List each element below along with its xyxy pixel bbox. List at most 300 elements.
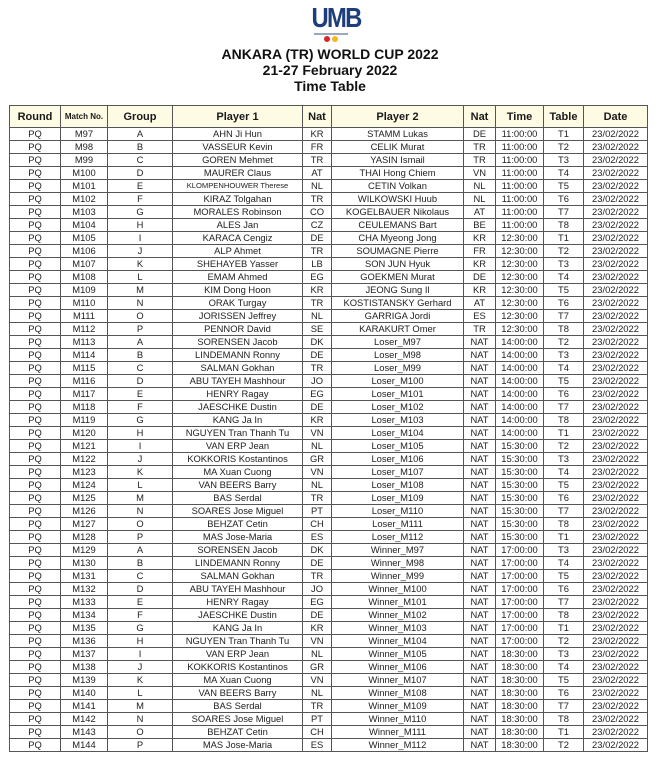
table-row [10,245,648,258]
cell-time: 17:00:00 [496,544,544,557]
table-row [10,518,648,531]
cell-date: 23/02/2022 [584,440,648,453]
cell-player2: Winner_M111 [332,726,464,739]
cell-player1: MAS Jose-Maria [173,739,303,752]
cell-date: 23/02/2022 [584,154,648,167]
cell-date: 23/02/2022 [584,206,648,219]
cell-nat1: ES [303,531,332,544]
cell-date: 23/02/2022 [584,635,648,648]
cell-match-no: M107 [61,258,108,271]
cell-nat1: CH [303,726,332,739]
cell-nat1: VN [303,674,332,687]
table-row [10,661,648,674]
cell-table-no: T2 [544,245,584,258]
cell-time: 11:00:00 [496,219,544,232]
cell-table-no: T5 [544,375,584,388]
cell-player1: ABU TAYEH Mashhour [173,583,303,596]
cell-player1: ALES Jan [173,219,303,232]
cell-table-no: T6 [544,297,584,310]
cell-match-no: M139 [61,674,108,687]
table-row [10,557,648,570]
cell-player1: BAS Serdal [173,700,303,713]
cell-nat2: TR [464,323,496,336]
cell-nat1: TR [303,570,332,583]
cell-player1: ALP Ahmet [173,245,303,258]
cell-player1: NGUYEN Tran Thanh Tu [173,427,303,440]
cell-group: G [108,206,173,219]
cell-date: 23/02/2022 [584,297,648,310]
cell-time: 18:30:00 [496,726,544,739]
cell-date: 23/02/2022 [584,141,648,154]
cell-nat1: DK [303,544,332,557]
cell-nat2: NAT [464,739,496,752]
cell-group: N [108,297,173,310]
cell-table-no: T6 [544,687,584,700]
table-row [10,609,648,622]
cell-player1: KIM Dong Hoon [173,284,303,297]
cell-player2: Winner_M105 [332,648,464,661]
cell-round: PQ [10,687,61,700]
cell-match-no: M102 [61,193,108,206]
cell-round: PQ [10,193,61,206]
cell-player1: KARACA Cengiz [173,232,303,245]
cell-time: 18:30:00 [496,713,544,726]
cell-nat1: CO [303,206,332,219]
cell-group: H [108,219,173,232]
cell-round: PQ [10,466,61,479]
cell-nat2: NAT [464,609,496,622]
cell-round: PQ [10,440,61,453]
cell-date: 23/02/2022 [584,128,648,141]
cell-time: 15:30:00 [496,453,544,466]
cell-date: 23/02/2022 [584,414,648,427]
cell-date: 23/02/2022 [584,219,648,232]
cell-group: M [108,700,173,713]
cell-time: 12:30:00 [496,245,544,258]
cell-group: A [108,336,173,349]
cell-table-no: T7 [544,310,584,323]
cell-nat1: NL [303,687,332,700]
cell-round: PQ [10,414,61,427]
cell-match-no: M110 [61,297,108,310]
table-body [10,128,648,752]
cell-player2: Winner_M110 [332,713,464,726]
cell-table-no: T3 [544,154,584,167]
cell-match-no: M105 [61,232,108,245]
cell-group: J [108,661,173,674]
table-row [10,466,648,479]
table-row [10,388,648,401]
cell-date: 23/02/2022 [584,427,648,440]
cell-group: G [108,414,173,427]
cell-table-no: T3 [544,453,584,466]
cell-time: 12:30:00 [496,297,544,310]
cell-group: C [108,570,173,583]
table-row [10,713,648,726]
cell-table-no: T6 [544,193,584,206]
cell-date: 23/02/2022 [584,479,648,492]
cell-group: B [108,349,173,362]
cell-group: K [108,466,173,479]
cell-nat2: NAT [464,713,496,726]
cell-date: 23/02/2022 [584,323,648,336]
cell-time: 14:00:00 [496,336,544,349]
table-row [10,193,648,206]
cell-date: 23/02/2022 [584,492,648,505]
cell-match-no: M111 [61,310,108,323]
cell-table-no: T2 [544,440,584,453]
cell-player2: SON JUN Hyuk [332,258,464,271]
col-round: Round [10,106,61,128]
cell-table-no: T7 [544,206,584,219]
cell-nat2: NAT [464,700,496,713]
cell-nat1: SE [303,323,332,336]
cell-match-no: M131 [61,570,108,583]
table-row [10,349,648,362]
cell-round: PQ [10,622,61,635]
cell-nat2: VN [464,167,496,180]
cell-nat2: FR [464,245,496,258]
document-header [0,46,660,94]
cell-table-no: T1 [544,531,584,544]
cell-player2: CEULEMANS Bart [332,219,464,232]
table-row [10,635,648,648]
cell-match-no: M114 [61,349,108,362]
logo-dot-red [324,36,330,42]
cell-player2: SOUMAGNE Pierre [332,245,464,258]
cell-date: 23/02/2022 [584,401,648,414]
cell-nat2: BE [464,219,496,232]
cell-nat1: VN [303,635,332,648]
cell-time: 17:00:00 [496,609,544,622]
cell-date: 23/02/2022 [584,258,648,271]
cell-nat2: TR [464,154,496,167]
cell-nat2: TR [464,141,496,154]
cell-group: B [108,557,173,570]
cell-nat2: NAT [464,388,496,401]
cell-table-no: T2 [544,739,584,752]
cell-player1: KANG Ja In [173,622,303,635]
cell-group: C [108,362,173,375]
cell-date: 23/02/2022 [584,648,648,661]
cell-nat1: EG [303,388,332,401]
cell-date: 23/02/2022 [584,336,648,349]
cell-time: 11:00:00 [496,128,544,141]
cell-nat1: TR [303,700,332,713]
cell-match-no: M103 [61,206,108,219]
cell-player2: YASIN Ismail [332,154,464,167]
cell-nat1: KR [303,622,332,635]
cell-group: F [108,401,173,414]
cell-player1: SOARES Jose Miguel [173,505,303,518]
cell-time: 14:00:00 [496,362,544,375]
cell-player1: SALMAN Gokhan [173,570,303,583]
cell-date: 23/02/2022 [584,570,648,583]
cell-group: M [108,492,173,505]
cell-nat1: NL [303,310,332,323]
cell-nat2: AT [464,206,496,219]
cell-player2: Winner_M109 [332,700,464,713]
cell-round: PQ [10,726,61,739]
table-row [10,206,648,219]
cell-time: 17:00:00 [496,635,544,648]
cell-match-no: M136 [61,635,108,648]
cell-round: PQ [10,297,61,310]
cell-nat1: TR [303,297,332,310]
cell-player2: GOEKMEN Murat [332,271,464,284]
cell-time: 18:30:00 [496,687,544,700]
cell-time: 18:30:00 [496,674,544,687]
cell-time: 18:30:00 [496,648,544,661]
cell-date: 23/02/2022 [584,661,648,674]
cell-nat2: NAT [464,635,496,648]
cell-player1: BAS Serdal [173,492,303,505]
cell-time: 15:30:00 [496,466,544,479]
cell-player2: Loser_M97 [332,336,464,349]
table-row [10,128,648,141]
cell-group: E [108,180,173,193]
cell-nat2: DE [464,128,496,141]
cell-nat1: TR [303,245,332,258]
cell-round: PQ [10,661,61,674]
cell-time: 17:00:00 [496,622,544,635]
cell-nat1: DE [303,557,332,570]
cell-nat1: DE [303,401,332,414]
cell-table-no: T5 [544,479,584,492]
cell-nat2: DE [464,271,496,284]
table-row [10,570,648,583]
cell-player2: Winner_M104 [332,635,464,648]
cell-group: O [108,726,173,739]
cell-group: L [108,271,173,284]
cell-match-no: M113 [61,336,108,349]
cell-round: PQ [10,349,61,362]
cell-player1: NGUYEN Tran Thanh Tu [173,635,303,648]
cell-nat2: NAT [464,674,496,687]
table-row [10,219,648,232]
cell-group: J [108,245,173,258]
cell-nat1: NL [303,479,332,492]
cell-table-no: T1 [544,128,584,141]
cell-round: PQ [10,596,61,609]
cell-date: 23/02/2022 [584,518,648,531]
cell-time: 12:30:00 [496,232,544,245]
cell-group: I [108,648,173,661]
cell-table-no: T3 [544,648,584,661]
cell-match-no: M127 [61,518,108,531]
cell-nat1: CH [303,518,332,531]
cell-nat1: TR [303,362,332,375]
cell-match-no: M97 [61,128,108,141]
cell-match-no: M122 [61,453,108,466]
cell-table-no: T2 [544,141,584,154]
cell-nat2: NAT [464,492,496,505]
cell-player1: ABU TAYEH Mashhour [173,375,303,388]
cell-time: 11:00:00 [496,206,544,219]
cell-date: 23/02/2022 [584,388,648,401]
cell-match-no: M106 [61,245,108,258]
cell-player2: Winner_M99 [332,570,464,583]
cell-table-no: T4 [544,661,584,674]
cell-match-no: M129 [61,544,108,557]
cell-player2: Loser_M107 [332,466,464,479]
cell-match-no: M98 [61,141,108,154]
cell-table-no: T4 [544,362,584,375]
cell-match-no: M117 [61,388,108,401]
table-row [10,362,648,375]
cell-player1: VAN ERP Jean [173,648,303,661]
cell-nat2: NAT [464,427,496,440]
cell-date: 23/02/2022 [584,700,648,713]
cell-round: PQ [10,245,61,258]
cell-match-no: M101 [61,180,108,193]
table-row [10,271,648,284]
cell-match-no: M112 [61,323,108,336]
table-row [10,401,648,414]
cell-round: PQ [10,401,61,414]
cell-match-no: M115 [61,362,108,375]
cell-nat2: NAT [464,583,496,596]
cell-nat1: DK [303,336,332,349]
cell-player2: Loser_M100 [332,375,464,388]
cell-player2: Winner_M108 [332,687,464,700]
table-row [10,479,648,492]
cell-nat2: NAT [464,726,496,739]
cell-group: H [108,635,173,648]
cell-nat1: DE [303,349,332,362]
cell-player1: MAS Jose-Maria [173,531,303,544]
cell-group: I [108,232,173,245]
cell-round: PQ [10,323,61,336]
cell-time: 11:00:00 [496,193,544,206]
table-row [10,310,648,323]
cell-match-no: M118 [61,401,108,414]
cell-match-no: M125 [61,492,108,505]
cell-player2: Winner_M101 [332,596,464,609]
cell-table-no: T5 [544,570,584,583]
cell-round: PQ [10,544,61,557]
cell-player1: JORISSEN Jeffrey [173,310,303,323]
cell-date: 23/02/2022 [584,245,648,258]
cell-nat2: NAT [464,336,496,349]
table-row [10,167,648,180]
cell-player2: Loser_M104 [332,427,464,440]
cell-table-no: T6 [544,492,584,505]
cell-player2: Winner_M102 [332,609,464,622]
cell-table-no: T1 [544,726,584,739]
cell-group: N [108,505,173,518]
cell-group: N [108,713,173,726]
cell-match-no: M126 [61,505,108,518]
cell-date: 23/02/2022 [584,726,648,739]
cell-group: D [108,375,173,388]
cell-player1: JAESCHKE Dustin [173,609,303,622]
cell-table-no: T8 [544,609,584,622]
cell-group: L [108,687,173,700]
cell-table-no: T7 [544,505,584,518]
cell-player2: Winner_M106 [332,661,464,674]
col-match-no: Match No. [61,106,108,128]
cell-player1: LINDEMANN Ronny [173,349,303,362]
cell-nat2: NAT [464,531,496,544]
col-time: Time [496,106,544,128]
cell-time: 18:30:00 [496,739,544,752]
cell-player2: Loser_M106 [332,453,464,466]
logo-dot-yellow [332,36,338,42]
cell-player2: Winner_M103 [332,622,464,635]
cell-player2: KOGELBAUER Nikolaus [332,206,464,219]
cell-date: 23/02/2022 [584,596,648,609]
cell-round: PQ [10,232,61,245]
cell-round: PQ [10,531,61,544]
cell-date: 23/02/2022 [584,284,648,297]
cell-round: PQ [10,388,61,401]
cell-player1: MA Xuan Cuong [173,466,303,479]
cell-group: F [108,193,173,206]
cell-nat2: ES [464,310,496,323]
cell-nat1: NL [303,648,332,661]
table-row [10,323,648,336]
cell-nat2: NAT [464,518,496,531]
cell-table-no: T8 [544,713,584,726]
cell-nat2: AT [464,297,496,310]
cell-table-no: T6 [544,388,584,401]
cell-nat2: NAT [464,648,496,661]
cell-match-no: M99 [61,154,108,167]
cell-player1: ORAK Turgay [173,297,303,310]
cell-player1: LINDEMANN Ronny [173,557,303,570]
cell-time: 14:00:00 [496,401,544,414]
table-row [10,726,648,739]
cell-nat2: NAT [464,557,496,570]
cell-group: C [108,154,173,167]
cell-match-no: M109 [61,284,108,297]
cell-round: PQ [10,453,61,466]
cell-round: PQ [10,128,61,141]
cell-round: PQ [10,674,61,687]
cell-table-no: T5 [544,180,584,193]
cell-round: PQ [10,557,61,570]
cell-nat1: EG [303,596,332,609]
cell-nat1: EG [303,271,332,284]
cell-table-no: T1 [544,232,584,245]
cell-nat2: NAT [464,375,496,388]
cell-player1: SHEHAYEB Yasser [173,258,303,271]
cell-group: G [108,622,173,635]
cell-group: K [108,674,173,687]
cell-group: K [108,258,173,271]
cell-nat1: PT [303,505,332,518]
cell-player1: MAURER Claus [173,167,303,180]
cell-player2: GARRIGA Jordi [332,310,464,323]
cell-player1: GOREN Mehmet [173,154,303,167]
cell-nat1: GR [303,453,332,466]
cell-player2: Loser_M105 [332,440,464,453]
cell-match-no: M100 [61,167,108,180]
cell-time: 11:00:00 [496,180,544,193]
cell-nat1: KR [303,284,332,297]
cell-round: PQ [10,505,61,518]
cell-date: 23/02/2022 [584,271,648,284]
cell-date: 23/02/2022 [584,466,648,479]
cell-player2: JEONG Sung Il [332,284,464,297]
cell-time: 18:30:00 [496,661,544,674]
cell-nat1: KR [303,414,332,427]
cell-match-no: M104 [61,219,108,232]
col-group: Group [108,106,173,128]
cell-nat2: NAT [464,362,496,375]
cell-round: PQ [10,362,61,375]
